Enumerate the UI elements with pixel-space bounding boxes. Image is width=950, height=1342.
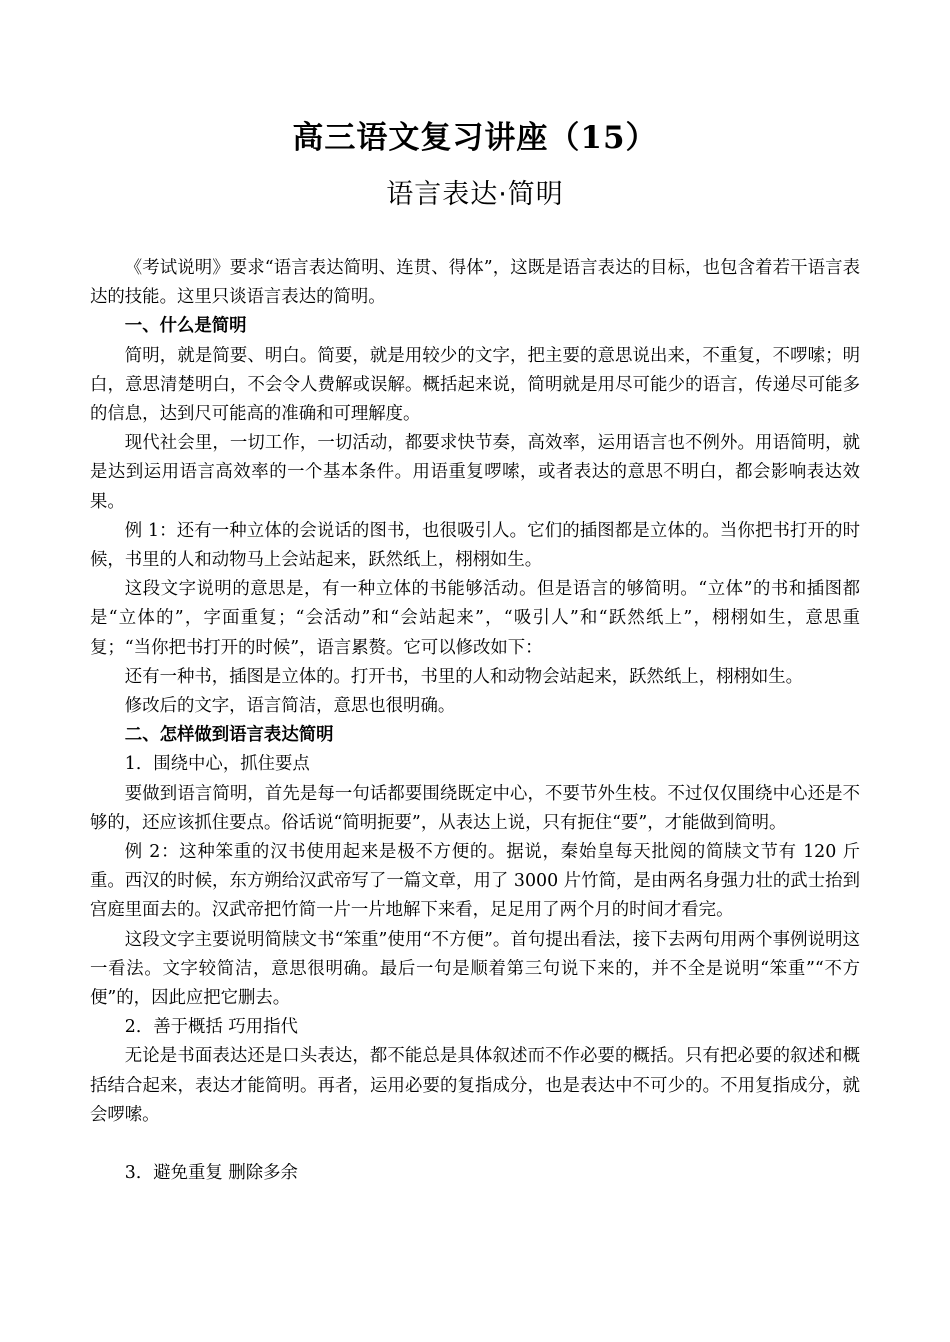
section-heading-1: 一、什么是简明 [124,316,247,337]
paragraph: 简明，就是简要、明白。简要，就是用较少的文字，把主要的意思说出来，不重复，不啰嗦；明白，意思清楚明白，不会令人费解或误解。概括起来说，简明就是用尽可能少的语言，传递尽可能多的信息，达到尺可能高的准确和可理解度。 [90,345,860,425]
subsection-heading: 2．善于概括 巧用指代 [124,1017,298,1038]
paragraph: 要做到语言简明，首先是每一句话都要围绕既定中心，不要节外生枝。不过仅仅围绕中心还是不够的，还应该抓住要点。俗话说“简明扼要”，从表达上说，只有扼住“要”，才能做到简明。 [90,783,860,833]
paragraph: 这段文字说明的意思是，有一种立体的书能够活动。但是语言的够简明。“立体”的书和插图都是“立体的”，字面重复；“会活动”和“会站起来”，“吸引人”和“跃然纸上”，栩栩如生，意思重复；“当你把书打开的时候”，语言累赘。它可以修改如下： [90,579,860,658]
example-paragraph: 例 1：还有一种立体的会说话的图书，也很吸引人。它们的插图都是立体的。当你把书打开的时候，书里的人和动物马上会站起来，跃然纸上，栩栩如生。 [90,520,860,571]
subsection-heading: 1．围绕中心，抓住要点 [124,754,310,775]
subsection-heading: 3．避免重复 删除多余 [124,1163,298,1184]
document-body [90,254,860,1188]
section-heading-2: 二、怎样做到语言表达简明 [124,725,334,746]
document-title: 高三语文复习讲座（15） [292,120,658,156]
paragraph-intro: 《考试说明》要求“语言表达简明、连贯、得体”，这既是语言表达的目标，也包含着若干语言表达的技能。这里只谈语言表达的简明。 [90,258,860,308]
paragraph: 现代社会里，一切工作，一切活动，都要求快节奏，高效率，运用语言也不例外。用语简明，就是达到运用语言高效率的一个基本条件。用语重复啰嗦，或者表达的意思不明白，都会影响表达效果。 [90,433,860,512]
paragraph: 无论是书面表达还是口头表达，都不能总是具体叙述而不作必要的概括。只有把必要的叙述和概括结合起来，表达才能简明。再者，运用必要的复指成分，也是表达中不可少的。不用复指成分，就会啰嗦。 [90,1046,860,1125]
paragraph: 修改后的文字，语言简洁，意思也很明确。 [124,696,456,717]
document-subtitle: 语言表达·简明 [386,179,564,210]
blank-line [90,1130,860,1159]
paragraph: 这段文字主要说明简牍文书“笨重”使用“不方便”。首句提出看法，接下去两句用两个事例说明这一看法。文字较简洁，意思很明确。最后一句是顺着第三句说下来的，并不全是说明“笨重”“不方便”的，因此应把它删去。 [90,929,860,1009]
example-paragraph: 例 2：这种笨重的汉书使用起来是极不方便的。据说，秦始皇每天批阅的简牍文节有 120 斤重。西汉的时候，东方朔给汉武帝写了一篇文章，用了 3000 片竹简，是由两名身强力壮的武士抬到宫庭里面去的。汉武帝把竹简一片一片地解下来看，足足用了两个月的时间才看完。 [90,842,860,921]
paragraph: 还有一种书，插图是立体的。打开书，书里的人和动物会站起来，跃然纸上，栩栩如生。 [124,666,804,687]
